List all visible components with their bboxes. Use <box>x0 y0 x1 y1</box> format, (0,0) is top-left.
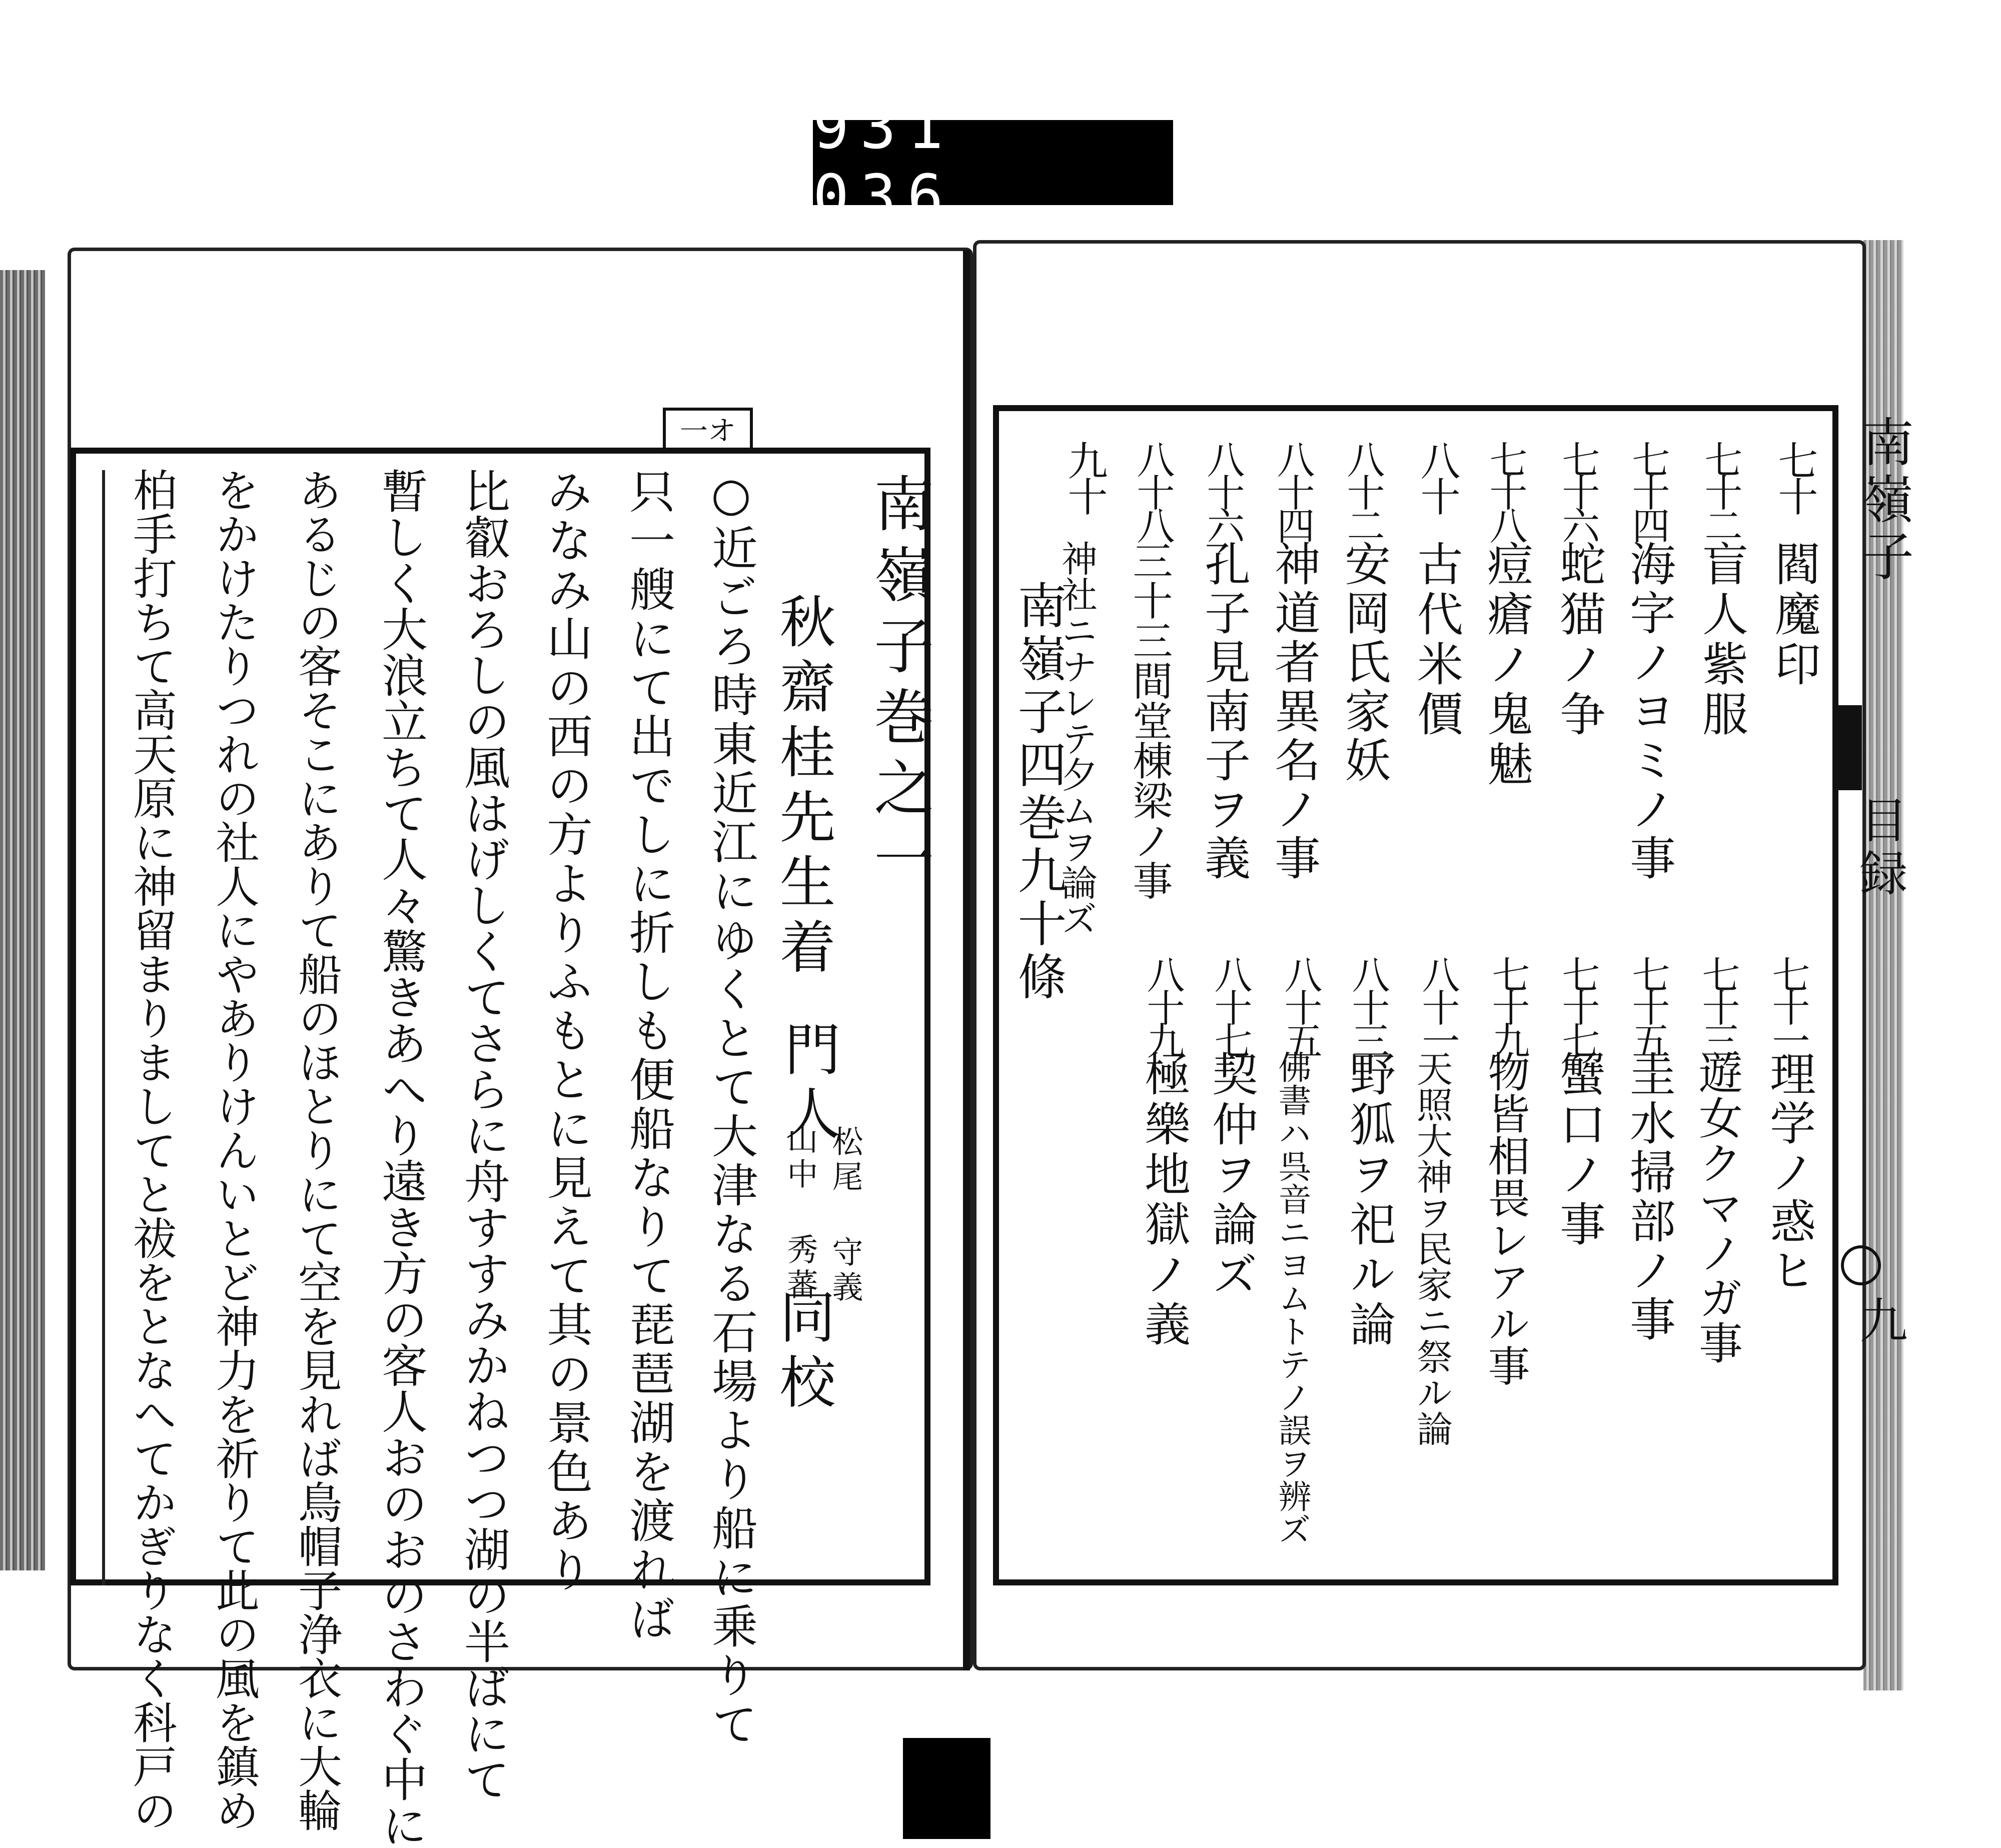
toc-num-90: 九十 <box>1061 440 1108 512</box>
toc-num-85: 八十五 <box>1278 955 1323 1054</box>
margin-title: 南嶺子 <box>1853 415 1914 586</box>
toc-title-74: 海字ノヨミノ事 <box>1622 540 1676 883</box>
left-page-folio-text: 一オ <box>680 415 736 448</box>
toc-title-86: 孔子見南子ヲ義 <box>1197 540 1251 883</box>
disciples-label: 門人 <box>775 1020 840 1148</box>
margin-circle <box>1841 1245 1881 1285</box>
toc-num-80: 八十 <box>1414 440 1460 512</box>
left-page-folio <box>663 408 753 448</box>
toc-num-70: 七十 <box>1771 440 1818 512</box>
previous-page-edge <box>70 470 105 1585</box>
margin-label: 目録 <box>1852 795 1908 901</box>
scan-edge-smudge-left <box>0 270 45 1570</box>
body-line-8: 柏手打ちて高天原に神留まりましてと祓をとなへてかぎりなく科戸の <box>126 468 178 1832</box>
body-line-4: 比叡おろしの風はげしくてさらに舟すすみかねつつ湖の半ばにて <box>457 468 510 1802</box>
toc-title-85: 佛書ハ呉音ニヨムトテノ誤ヲ辨ズ <box>1273 1050 1311 1545</box>
toc-num-74: 七十四 <box>1626 440 1670 539</box>
toc-num-89: 八十九 <box>1141 955 1185 1054</box>
toc-num-86: 八十六 <box>1201 440 1245 539</box>
toc-title-88: 三十三間堂棟梁ノ事 <box>1126 540 1173 900</box>
toc-title-89: 極樂地獄ノ義 <box>1137 1050 1191 1350</box>
body-line-1: ○近ごろ時東近江にゆくとて大津なる石場より船に乗りて <box>704 468 758 1749</box>
disciple-1: 松尾 守義 <box>827 1125 863 1306</box>
toc-title-84: 神道者異名ノ事 <box>1267 540 1321 883</box>
toc-title-80: 古代米價 <box>1410 540 1463 740</box>
toc-title-77: 蟹口ノ事 <box>1552 1050 1606 1250</box>
toc-num-83: 八十三 <box>1346 955 1390 1054</box>
catalog-number-label <box>813 93 1173 232</box>
toc-title-81: 天照大神ヲ民家ニ祭ル論 <box>1411 1050 1453 1446</box>
toc-num-73: 七十三 <box>1696 955 1740 1054</box>
body-line-7: をかけたりつれの社人にやありけんいとど神力を祈りて此の風を鎮め <box>209 468 260 1832</box>
toc-num-87: 八十七 <box>1208 955 1253 1054</box>
toc-title-82: 安岡氏家妖 <box>1337 540 1391 785</box>
toc-title-78: 痘瘡ノ鬼魅 <box>1480 540 1533 790</box>
toc-num-75: 七十五 <box>1626 955 1670 1054</box>
volume-title: 南嶺子巻之一 <box>864 473 933 899</box>
toc-title-83: 野狐ヲ祀ル論 <box>1342 1050 1396 1350</box>
toc-num-76: 七十六 <box>1556 440 1600 539</box>
margin-black-tab <box>1837 705 1862 790</box>
toc-title-73: 遊女クマノガ事 <box>1692 1050 1743 1365</box>
toc-num-81: 八十一 <box>1416 955 1460 1054</box>
toc-title-90: 神社ニナレテ夕ムヲ論ズ <box>1056 540 1098 936</box>
toc-num-79: 七十九 <box>1486 955 1530 1054</box>
toc-title-75: 圭水掃部ノ事 <box>1622 1050 1676 1344</box>
toc-title-70: 閻魔印 <box>1767 540 1821 690</box>
body-line-3: みなみ山の西の方よりふもとに見えて其の景色あり <box>539 468 593 1595</box>
toc-num-72: 七十二 <box>1698 440 1743 539</box>
disciple-2: 山中 秀蕃 <box>782 1123 818 1303</box>
toc-title-87: 契仲ヲ論ズ <box>1205 1050 1258 1300</box>
toc-num-77: 七十七 <box>1556 955 1600 1054</box>
body-line-2: 只一艘にて出でしに折しも便船なりて琵琶湖を渡れば <box>622 468 675 1644</box>
book-gutter <box>963 250 970 1670</box>
body-line-5: 暫しく大浪立ちて人々驚きあへり遠き方の客人おのおのさわぐ中に <box>374 468 428 1848</box>
toc-num-88: 八十八 <box>1131 440 1175 539</box>
toc-title-72: 盲人紫服 <box>1695 540 1748 740</box>
toc-title-79: 物皆相畏レアル事 <box>1481 1050 1530 1386</box>
toc-num-82: 八十二 <box>1341 440 1385 539</box>
catalog-number-text: 931 036. <box>813 93 1002 232</box>
toc-num-71: 七十一 <box>1766 955 1810 1054</box>
toc-summary: 南嶺子四巻九十條 <box>1010 580 1067 1004</box>
toc-title-76: 蛇猫ノ争 <box>1552 540 1606 740</box>
author-line: 秋齋桂先生着 <box>770 593 835 983</box>
body-line-6: あるじの客そこにありて船のほとりにて空を見れば鳥帽子浄衣に大輪 <box>291 468 343 1832</box>
collation-note: 同校 <box>770 1288 835 1418</box>
toc-title-71: 理学ノ惑ヒ <box>1762 1050 1816 1295</box>
margin-folio: 九 <box>1852 1295 1908 1343</box>
toc-num-78: 七十八 <box>1483 440 1528 539</box>
gutter-bottom-block <box>903 1738 990 1839</box>
toc-num-84: 八十四 <box>1271 440 1315 539</box>
